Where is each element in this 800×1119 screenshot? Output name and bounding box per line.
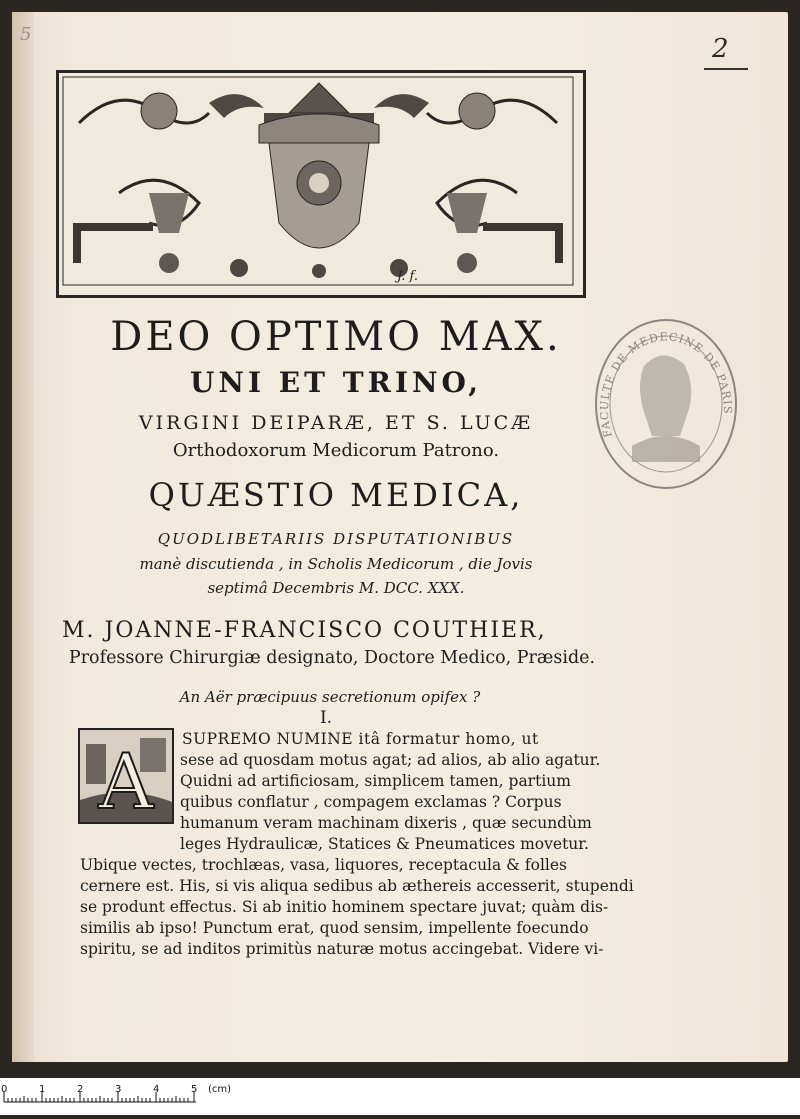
president-title: Professore Chirurgiæ designato, Doctore Medico, Præside. [68,648,596,668]
body-line-3: Quidni ad artificiosam, simplicem tamen, partium [180,772,571,790]
president-name: M. JOANNE-FRANCISCO COUTHIER, [62,618,547,643]
pencil-folio-right: 2 [712,34,729,64]
page-spine-shadow [12,12,34,1062]
body-line-10: similis ab ipso! Punctum erat, quod sensim, impellente foecundo [80,919,589,937]
dedication-line-4: Orthodoxorum Medicorum Patrono. [172,440,500,461]
body-line-5: humanum veram machinam dixeris , quæ secundùm [180,814,592,832]
disputation-date-line: septimâ Decembris M. DCC. XXX. [207,579,465,597]
section-number: I. [319,708,333,728]
ruler-tick-label-2: 2 [77,1084,84,1095]
dedication-line-2: UNI ET TRINO, [189,366,483,399]
ruler-tick-label-3: 3 [115,1084,122,1095]
disputation-line: QUODLIBETARIIS DISPUTATIONIBUS [157,530,515,548]
body-line-9: se produnt effectus. Si ab initio hominem spectare juvat; quàm dis- [80,898,609,916]
body-line-8: cernere est. His, si vis aliqua sedibus ab æthereis accesserit, stupendi [80,877,634,895]
ruler-tick-label-1: 1 [39,1084,46,1095]
pencil-folio-left: 5 [20,24,32,45]
ruler-unit-label: (cm) [208,1084,232,1095]
headpiece-ornament [59,73,577,289]
body-line-4: quibus conflatur , compagem exclamas ? Corpus [180,793,562,811]
dedication-line-3: VIRGINI DEIPARÆ, ET S. LUCÆ [138,412,534,434]
body-line-7: Ubique vectes, trochlæas, vasa, liquores, receptacula & folles [80,856,568,874]
engraver-signature: J. f. [397,269,418,284]
stamp-text: FACULTE DE MEDECINE DE PARIS [597,330,735,439]
quaestio-heading: QUÆSTIO MEDICA, [148,476,524,514]
drop-cap-initial [78,728,174,824]
body-line-11: spiritu, se ad inditos primitùs naturæ motus accingebat. Videre vi- [80,940,604,958]
body-line-6: leges Hydraulicæ, Statices & Pneumatices movetur. [180,835,589,853]
body-line-1: SUPREMO NUMINE itâ formatur homo, ut [182,730,539,748]
body-line-2: sese ad quosdam motus agat; ad alios, ab alio agatur. [180,751,601,769]
ruler-tick-label-5: 5 [191,1084,198,1095]
question-text: An Aër præcipuus secretionum opifex ? [179,688,481,706]
ruler-tick-label-0: 0 [1,1084,8,1095]
dedication-line-1: DEO OPTIMO MAX. [110,314,562,360]
engraved-headpiece [56,70,586,298]
ruler-tick-label-4: 4 [153,1084,160,1095]
pencil-underline [704,68,748,70]
disputation-place-line: manè discutienda , in Scholis Medicorum , die Jovis [139,555,533,573]
drop-cap-letter: A [98,737,154,822]
